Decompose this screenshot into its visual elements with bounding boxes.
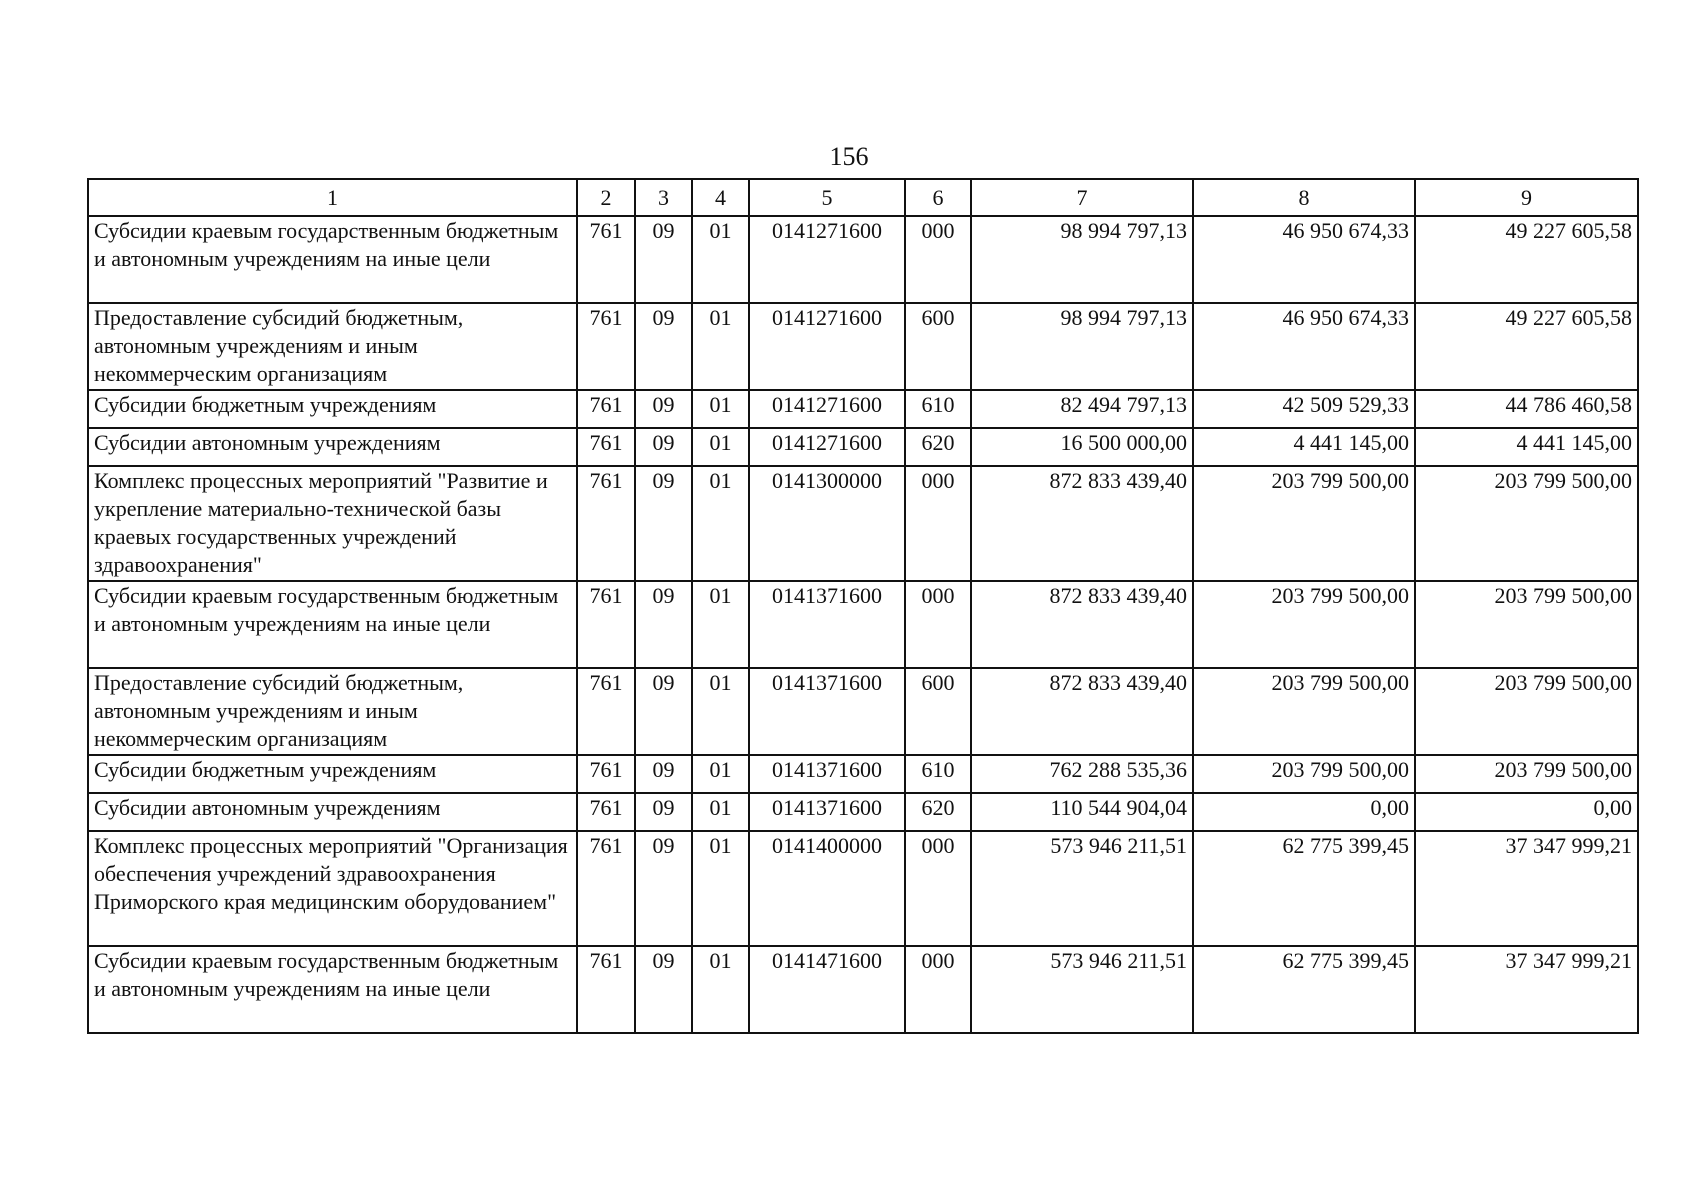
- table-row: [88, 303, 1638, 390]
- subsection-code: 01: [692, 668, 749, 755]
- amount-col-8: 46 950 674,33: [1193, 303, 1415, 390]
- amount-col-8: 203 799 500,00: [1193, 755, 1415, 793]
- section-code: 09: [635, 390, 692, 428]
- amount-col-8: 0,00: [1193, 793, 1415, 831]
- amount-col-9: 203 799 500,00: [1415, 581, 1638, 668]
- expense-type-code: 600: [905, 668, 971, 755]
- item-name: Субсидии бюджетным учреждениям: [88, 390, 577, 428]
- ministry-code: 761: [577, 466, 635, 581]
- table-row: [88, 946, 1638, 1033]
- item-name: Комплекс процессных мероприятий "Организация обеспечения учреждений здравоохранения Приморского края медицинским оборудованием": [88, 831, 577, 946]
- amount-col-7: 872 833 439,40: [971, 668, 1193, 755]
- column-header: 9: [1415, 179, 1638, 216]
- target-article-code: 0141271600: [749, 216, 905, 303]
- amount-col-9: 37 347 999,21: [1415, 946, 1638, 1033]
- column-header: 6: [905, 179, 971, 216]
- amount-col-9: 0,00: [1415, 793, 1638, 831]
- table-row: [88, 428, 1638, 466]
- section-code: 09: [635, 946, 692, 1033]
- amount-col-9: 203 799 500,00: [1415, 755, 1638, 793]
- amount-col-9: 203 799 500,00: [1415, 466, 1638, 581]
- expense-type-code: 620: [905, 428, 971, 466]
- page-number: 156: [829, 142, 869, 171]
- item-name: Предоставление субсидий бюджетным, автономным учреждениям и иным некоммерческим организациям: [88, 668, 577, 755]
- section-code: 09: [635, 303, 692, 390]
- table-row: [88, 390, 1638, 428]
- target-article-code: 0141271600: [749, 390, 905, 428]
- target-article-code: 0141271600: [749, 303, 905, 390]
- section-code: 09: [635, 428, 692, 466]
- amount-col-8: 203 799 500,00: [1193, 466, 1415, 581]
- amount-col-7: 573 946 211,51: [971, 946, 1193, 1033]
- subsection-code: 01: [692, 466, 749, 581]
- column-header: 8: [1193, 179, 1415, 216]
- expense-type-code: 000: [905, 466, 971, 581]
- amount-col-9: 44 786 460,58: [1415, 390, 1638, 428]
- ministry-code: 761: [577, 428, 635, 466]
- subsection-code: 01: [692, 831, 749, 946]
- column-header: 7: [971, 179, 1193, 216]
- amount-col-9: 37 347 999,21: [1415, 831, 1638, 946]
- amount-col-7: 98 994 797,13: [971, 303, 1193, 390]
- ministry-code: 761: [577, 390, 635, 428]
- budget-table: [87, 178, 1639, 1034]
- table-row: [88, 831, 1638, 946]
- amount-col-8: 62 775 399,45: [1193, 946, 1415, 1033]
- amount-col-8: 203 799 500,00: [1193, 581, 1415, 668]
- subsection-code: 01: [692, 755, 749, 793]
- amount-col-7: 16 500 000,00: [971, 428, 1193, 466]
- table-row: [88, 755, 1638, 793]
- target-article-code: 0141471600: [749, 946, 905, 1033]
- subsection-code: 01: [692, 216, 749, 303]
- section-code: 09: [635, 793, 692, 831]
- amount-col-7: 110 544 904,04: [971, 793, 1193, 831]
- amount-col-8: 4 441 145,00: [1193, 428, 1415, 466]
- amount-col-8: 203 799 500,00: [1193, 668, 1415, 755]
- section-code: 09: [635, 466, 692, 581]
- amount-col-7: 872 833 439,40: [971, 466, 1193, 581]
- ministry-code: 761: [577, 831, 635, 946]
- header-row: [88, 179, 1638, 216]
- expense-type-code: 000: [905, 216, 971, 303]
- item-name: Субсидии краевым государственным бюджетным и автономным учреждениям на иные цели: [88, 581, 577, 668]
- amount-col-7: 872 833 439,40: [971, 581, 1193, 668]
- expense-type-code: 600: [905, 303, 971, 390]
- amount-col-8: 42 509 529,33: [1193, 390, 1415, 428]
- subsection-code: 01: [692, 793, 749, 831]
- amount-col-7: 98 994 797,13: [971, 216, 1193, 303]
- item-name: Предоставление субсидий бюджетным, автономным учреждениям и иным некоммерческим организациям: [88, 303, 577, 390]
- ministry-code: 761: [577, 216, 635, 303]
- ministry-code: 761: [577, 755, 635, 793]
- section-code: 09: [635, 831, 692, 946]
- amount-col-7: 762 288 535,36: [971, 755, 1193, 793]
- expense-type-code: 000: [905, 831, 971, 946]
- section-code: 09: [635, 581, 692, 668]
- subsection-code: 01: [692, 581, 749, 668]
- target-article-code: 0141371600: [749, 581, 905, 668]
- amount-col-8: 62 775 399,45: [1193, 831, 1415, 946]
- item-name: Субсидии краевым государственным бюджетным и автономным учреждениям на иные цели: [88, 216, 577, 303]
- amount-col-9: 4 441 145,00: [1415, 428, 1638, 466]
- expense-type-code: 000: [905, 946, 971, 1033]
- subsection-code: 01: [692, 390, 749, 428]
- target-article-code: 0141400000: [749, 831, 905, 946]
- expense-type-code: 620: [905, 793, 971, 831]
- target-article-code: 0141271600: [749, 428, 905, 466]
- target-article-code: 0141300000: [749, 466, 905, 581]
- amount-col-8: 46 950 674,33: [1193, 216, 1415, 303]
- subsection-code: 01: [692, 946, 749, 1033]
- column-header: 2: [577, 179, 635, 216]
- subsection-code: 01: [692, 303, 749, 390]
- amount-col-9: 203 799 500,00: [1415, 668, 1638, 755]
- item-name: Субсидии бюджетным учреждениям: [88, 755, 577, 793]
- table-row: [88, 216, 1638, 303]
- amount-col-7: 573 946 211,51: [971, 831, 1193, 946]
- expense-type-code: 000: [905, 581, 971, 668]
- target-article-code: 0141371600: [749, 668, 905, 755]
- item-name: Комплекс процессных мероприятий "Развитие и укрепление материально-технической базы краевых государственных учреждений здравоохранения": [88, 466, 577, 581]
- section-code: 09: [635, 216, 692, 303]
- table-row: [88, 668, 1638, 755]
- column-header: 3: [635, 179, 692, 216]
- subsection-code: 01: [692, 428, 749, 466]
- item-name: Субсидии автономным учреждениям: [88, 793, 577, 831]
- expense-type-code: 610: [905, 390, 971, 428]
- ministry-code: 761: [577, 303, 635, 390]
- amount-col-7: 82 494 797,13: [971, 390, 1193, 428]
- amount-col-9: 49 227 605,58: [1415, 216, 1638, 303]
- section-code: 09: [635, 668, 692, 755]
- table-row: [88, 581, 1638, 668]
- section-code: 09: [635, 755, 692, 793]
- column-header: 1: [88, 179, 577, 216]
- column-header: 5: [749, 179, 905, 216]
- target-article-code: 0141371600: [749, 755, 905, 793]
- ministry-code: 761: [577, 668, 635, 755]
- item-name: Субсидии автономным учреждениям: [88, 428, 577, 466]
- table-row: [88, 793, 1638, 831]
- ministry-code: 761: [577, 581, 635, 668]
- amount-col-9: 49 227 605,58: [1415, 303, 1638, 390]
- expense-type-code: 610: [905, 755, 971, 793]
- target-article-code: 0141371600: [749, 793, 905, 831]
- item-name: Субсидии краевым государственным бюджетным и автономным учреждениям на иные цели: [88, 946, 577, 1033]
- ministry-code: 761: [577, 793, 635, 831]
- column-header: 4: [692, 179, 749, 216]
- ministry-code: 761: [577, 946, 635, 1033]
- table-row: [88, 466, 1638, 581]
